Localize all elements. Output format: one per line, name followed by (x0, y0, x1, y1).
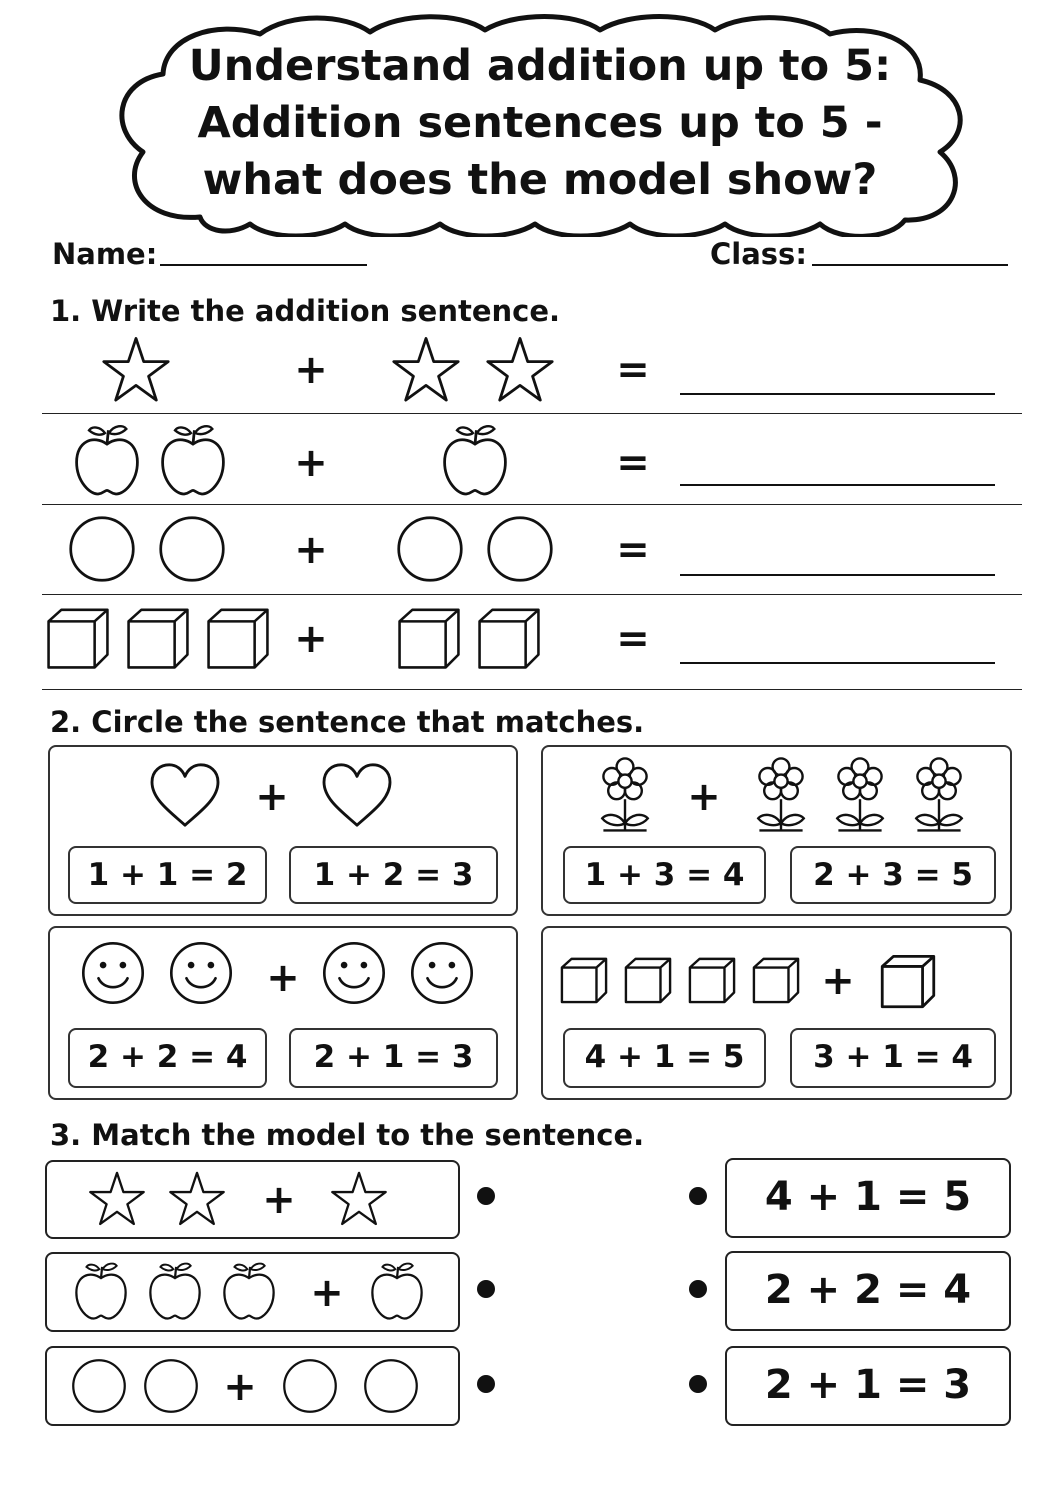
match-sentence-3[interactable]: 2 + 1 = 3 (725, 1346, 1011, 1426)
circle-icon (71, 1358, 127, 1414)
cube-icon (688, 955, 736, 1005)
smiley-icon (409, 940, 475, 1006)
model1-plus: + (262, 1177, 296, 1223)
flower-icon (751, 755, 811, 835)
match-sentence-1[interactable]: 4 + 1 = 5 (725, 1158, 1011, 1238)
panel4-left-model (560, 955, 800, 1005)
cube-icon (477, 606, 541, 670)
panel3-left-model (80, 940, 234, 1006)
match-model-apples[interactable] (45, 1252, 460, 1332)
panel4-plus: + (821, 958, 855, 1004)
match-model-stars[interactable] (45, 1160, 460, 1239)
row2-right-model (440, 422, 510, 498)
apple-icon (73, 1260, 129, 1322)
row1-answer-line[interactable] (680, 393, 995, 395)
apple-icon (147, 1260, 203, 1322)
star-icon (329, 1170, 389, 1228)
choice-1-plus-3[interactable]: 1 + 3 = 4 (563, 846, 766, 904)
choice-4-plus-1[interactable]: 4 + 1 = 5 (563, 1028, 766, 1088)
name-label: Name: (52, 237, 158, 271)
row4-plus: + (294, 616, 328, 662)
choice-3-plus-1[interactable]: 3 + 1 = 4 (790, 1028, 996, 1088)
match-sentence-2[interactable]: 2 + 2 = 4 (725, 1251, 1011, 1331)
flower-icon (909, 755, 969, 835)
panel3-plus: + (266, 955, 300, 1001)
section3-heading: 3. Match the model to the sentence. (50, 1118, 645, 1152)
match-panel-flowers (541, 745, 1012, 916)
choice-2-plus-2[interactable]: 2 + 2 = 4 (68, 1028, 267, 1088)
model3-plus: + (223, 1364, 257, 1410)
row2-left-model (72, 422, 228, 498)
match-dot-right-2[interactable] (689, 1280, 707, 1298)
class-label: Class: (710, 237, 807, 271)
model2-left-model (73, 1260, 277, 1322)
cube-icon (624, 955, 672, 1005)
apple-icon (440, 422, 510, 498)
row-divider (42, 504, 1022, 505)
match-dot-left-1[interactable] (477, 1187, 495, 1205)
cube-icon (206, 606, 270, 670)
cube-icon (46, 606, 110, 670)
row1-equals: = (616, 347, 650, 393)
row3-right-model (396, 515, 554, 583)
flower-icon (595, 755, 655, 835)
flower-icon (830, 755, 890, 835)
section2-heading: 2. Circle the sentence that matches. (50, 705, 645, 739)
worksheet-title (180, 38, 900, 209)
row2-plus: + (294, 440, 328, 486)
match-model-circles[interactable] (45, 1346, 460, 1426)
star-icon (100, 335, 172, 405)
apple-icon (158, 422, 228, 498)
panel2-right-model (751, 755, 969, 835)
panel2-plus: + (687, 774, 721, 820)
row-divider (42, 689, 1022, 690)
panel3-right-model (321, 940, 475, 1006)
row4-left-model (46, 606, 270, 670)
row4-answer-line[interactable] (680, 662, 995, 664)
name-field-line[interactable] (160, 264, 367, 266)
apple-icon (369, 1260, 425, 1322)
choice-1-plus-2[interactable]: 1 + 2 = 3 (289, 846, 498, 904)
match-dot-right-3[interactable] (689, 1375, 707, 1393)
match-panel-hearts (48, 745, 518, 916)
row3-left-model (68, 515, 226, 583)
circle-icon (363, 1358, 419, 1414)
row-divider (42, 413, 1022, 414)
row4-right-model (397, 606, 541, 670)
match-dot-left-3[interactable] (477, 1375, 495, 1393)
circle-icon (396, 515, 464, 583)
choice-2-plus-3[interactable]: 2 + 3 = 5 (790, 846, 996, 904)
section1-heading: 1. Write the addition sentence. (50, 294, 561, 328)
row1-right-model (390, 335, 556, 405)
circle-icon (486, 515, 554, 583)
star-icon (390, 335, 462, 405)
row3-plus: + (294, 527, 328, 573)
match-panel-cubes (541, 926, 1012, 1100)
match-dot-left-2[interactable] (477, 1280, 495, 1298)
smiley-icon (321, 940, 387, 1006)
cube-icon (560, 955, 608, 1005)
cube-icon (752, 955, 800, 1005)
choice-1-plus-1[interactable]: 1 + 1 = 2 (68, 846, 267, 904)
row3-equals: = (616, 527, 650, 573)
panel1-plus: + (255, 774, 289, 820)
circle-icon (68, 515, 136, 583)
row3-answer-line[interactable] (680, 574, 995, 576)
cube-icon (126, 606, 190, 670)
star-icon (167, 1170, 227, 1228)
circle-icon (158, 515, 226, 583)
model2-plus: + (310, 1270, 344, 1316)
star-icon (87, 1170, 147, 1228)
title-line-1: Understand addition up to 5: (188, 41, 892, 91)
apple-icon (221, 1260, 277, 1322)
cube-icon (397, 606, 461, 670)
apple-icon (72, 422, 142, 498)
row4-equals: = (616, 616, 650, 662)
smiley-icon (80, 940, 146, 1006)
title-line-3: what does the model show? (202, 155, 878, 205)
class-field-line[interactable] (812, 264, 1008, 266)
cube-icon (880, 953, 936, 1009)
match-dot-right-1[interactable] (689, 1187, 707, 1205)
row2-answer-line[interactable] (680, 484, 995, 486)
heart-icon (149, 762, 221, 828)
smiley-icon (168, 940, 234, 1006)
row1-left-model (100, 335, 172, 405)
circle-icon (143, 1358, 199, 1414)
heart-icon (321, 762, 393, 828)
title-line-2: Addition sentences up to 5 - (197, 98, 883, 148)
star-icon (484, 335, 556, 405)
match-panel-smileys (48, 926, 518, 1100)
circle-icon (282, 1358, 338, 1414)
row1-plus: + (294, 347, 328, 393)
row-divider (42, 594, 1022, 595)
choice-2-plus-1[interactable]: 2 + 1 = 3 (289, 1028, 498, 1088)
row2-equals: = (616, 440, 650, 486)
